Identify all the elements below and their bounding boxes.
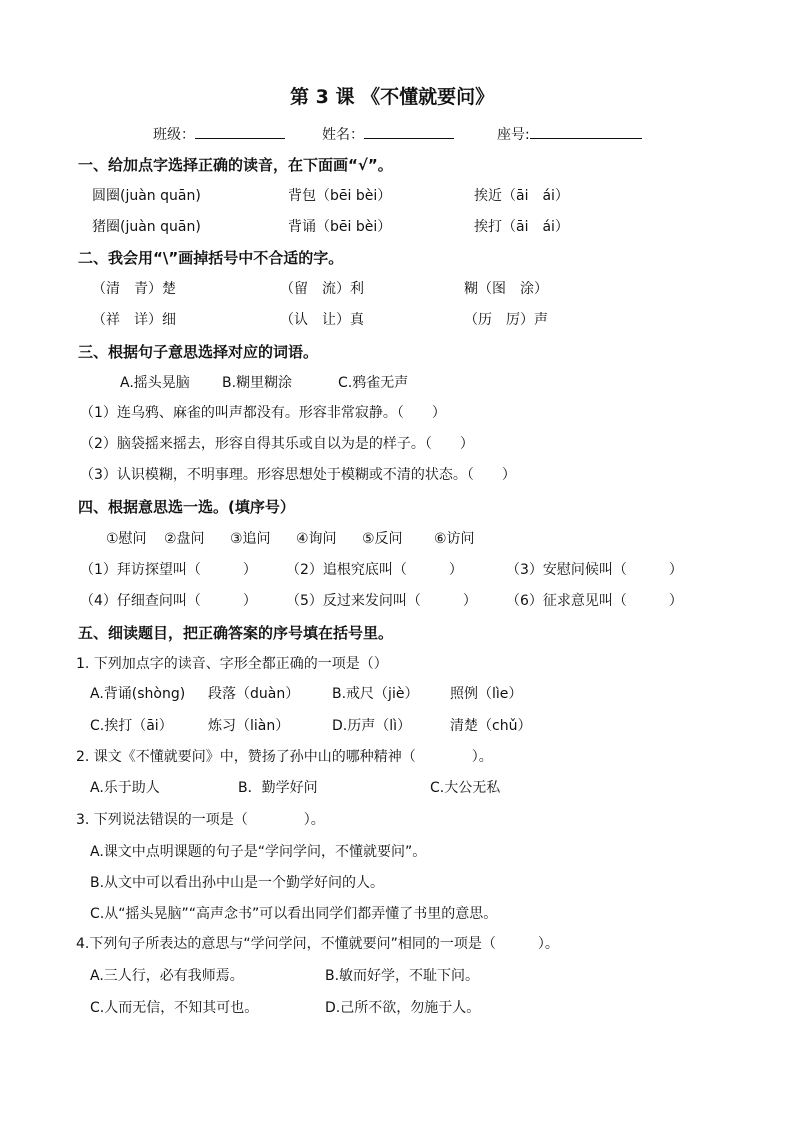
- section-4-heading: 四、根据意思选一选。(填序号）: [78, 498, 295, 516]
- section-3-heading: 三、根据句子意思选择对应的词语。: [78, 343, 319, 361]
- s3-option: A.摇头晃脑: [120, 375, 190, 391]
- q2-option: B．勤学好问: [238, 780, 318, 796]
- s3-option: B.糊里糊涂: [222, 375, 293, 391]
- s4-question: （4）仔细查问叫（ ）: [80, 593, 257, 609]
- s4-option: ②盘问: [164, 531, 205, 547]
- s3-option: C.鸦雀无声: [338, 375, 409, 391]
- class-blank[interactable]: [195, 124, 285, 139]
- seat-label: 座号:: [497, 127, 530, 143]
- q2-option: A.乐于助人: [90, 780, 160, 796]
- q4-option: D.己所不欲，勿施于人。: [325, 1000, 481, 1016]
- s1-item: 圆圈(juàn quān): [92, 188, 201, 204]
- q4-option: B.敏而好学，不耻下问。: [325, 968, 480, 984]
- s1-item: 背包（bēi bèi）: [288, 188, 392, 204]
- s4-option: ①慰问: [106, 531, 147, 547]
- name-label: 姓名：: [322, 127, 364, 143]
- s4-question: （5）反过来发问叫（ ）: [286, 593, 477, 609]
- class-label: 班级：: [153, 127, 195, 143]
- q4-stem: 4.下列句子所表达的意思与“学问学问，不懂就要问”相同的一项是（ ）。: [76, 936, 559, 952]
- q3-option: B.从文中可以看出孙中山是一个勤学好问的人。: [90, 875, 385, 891]
- section-2-heading: 二、我会用“\”画掉括号中不合适的字。: [78, 249, 344, 267]
- s2-item: 糊（图 涂）: [464, 281, 548, 297]
- q4-option: A.三人行，必有我师焉。: [90, 968, 244, 984]
- q1-option: 清楚（chǔ）: [450, 718, 532, 734]
- s3-question: （1）连乌鸦、麻雀的叫声都没有。形容非常寂静。（ ）: [80, 405, 446, 421]
- s3-question: （2）脑袋摇来摇去，形容自得其乐或自以为是的样子。（ ）: [80, 436, 474, 452]
- s4-option: ⑥访问: [434, 531, 475, 547]
- name-field: [322, 124, 454, 144]
- class-field: [153, 124, 285, 144]
- q1-option: 段落（duàn）: [208, 686, 300, 702]
- s4-option: ④询问: [296, 531, 337, 547]
- seat-blank[interactable]: [530, 124, 642, 139]
- s1-item: 猪圈(juàn quān): [92, 219, 201, 235]
- q3-option: A.课文中点明课题的句子是“学问学问，不懂就要问”。: [90, 844, 427, 860]
- s3-question: （3）认识模糊，不明事理。形容思想处于模糊或不清的状态。（ ）: [80, 467, 516, 483]
- s1-item: 挨打（āi ái）: [474, 219, 569, 235]
- q1-option: 照例（lìe）: [450, 686, 523, 702]
- section-1-heading: 一、给加点字选择正确的读音，在下面画“√”。: [78, 156, 393, 174]
- name-blank[interactable]: [364, 124, 454, 139]
- s4-question: （1）拜访探望叫（ ）: [80, 562, 257, 578]
- s2-item: （祥 详）细: [92, 312, 176, 328]
- s1-item: 挨近（āi ái）: [474, 188, 569, 204]
- q3-option: C.从“摇头晃脑”“高声念书”可以看出同学们都弄懂了书里的意思。: [90, 906, 498, 922]
- page-title: 第 3 课 《不懂就要问》: [290, 86, 495, 108]
- q1-option: C.挨打（āi）: [90, 718, 173, 734]
- s4-option: ⑤反问: [362, 531, 403, 547]
- s2-item: （清 青）楚: [92, 281, 176, 297]
- s4-option: ③追问: [230, 531, 271, 547]
- s4-question: （6）征求意见叫（ ）: [506, 593, 683, 609]
- q2-stem: 2. 课文《不懂就要问》中，赞扬了孙中山的哪种精神（ ）。: [76, 749, 493, 765]
- seat-field: [497, 124, 642, 144]
- s2-item: （历 厉）声: [464, 312, 548, 328]
- section-5-heading: 五、细读题目，把正确答案的序号填在括号里。: [78, 624, 394, 642]
- q1-option: B.戒尺（jiè）: [332, 686, 419, 702]
- q1-stem: 1. 下列加点字的读音、字形全都正确的一项是（）: [76, 656, 388, 672]
- q1-option: D.历声（lì）: [332, 718, 412, 734]
- q4-option: C.人而无信，不知其可也。: [90, 1000, 259, 1016]
- s4-question: （2）追根究底叫（ ）: [286, 562, 463, 578]
- s4-question: （3）安慰问候叫（ ）: [506, 562, 683, 578]
- q3-stem: 3. 下列说法错误的一项是（ ）。: [76, 812, 325, 828]
- q1-option: 炼习（liàn）: [208, 718, 290, 734]
- s2-item: （认 让）真: [280, 312, 364, 328]
- s1-item: 背诵（bēi bèi）: [288, 219, 392, 235]
- s2-item: （留 流）利: [280, 281, 364, 297]
- q1-option: A.背诵(shòng): [90, 686, 186, 702]
- q2-option: C.大公无私: [430, 780, 501, 796]
